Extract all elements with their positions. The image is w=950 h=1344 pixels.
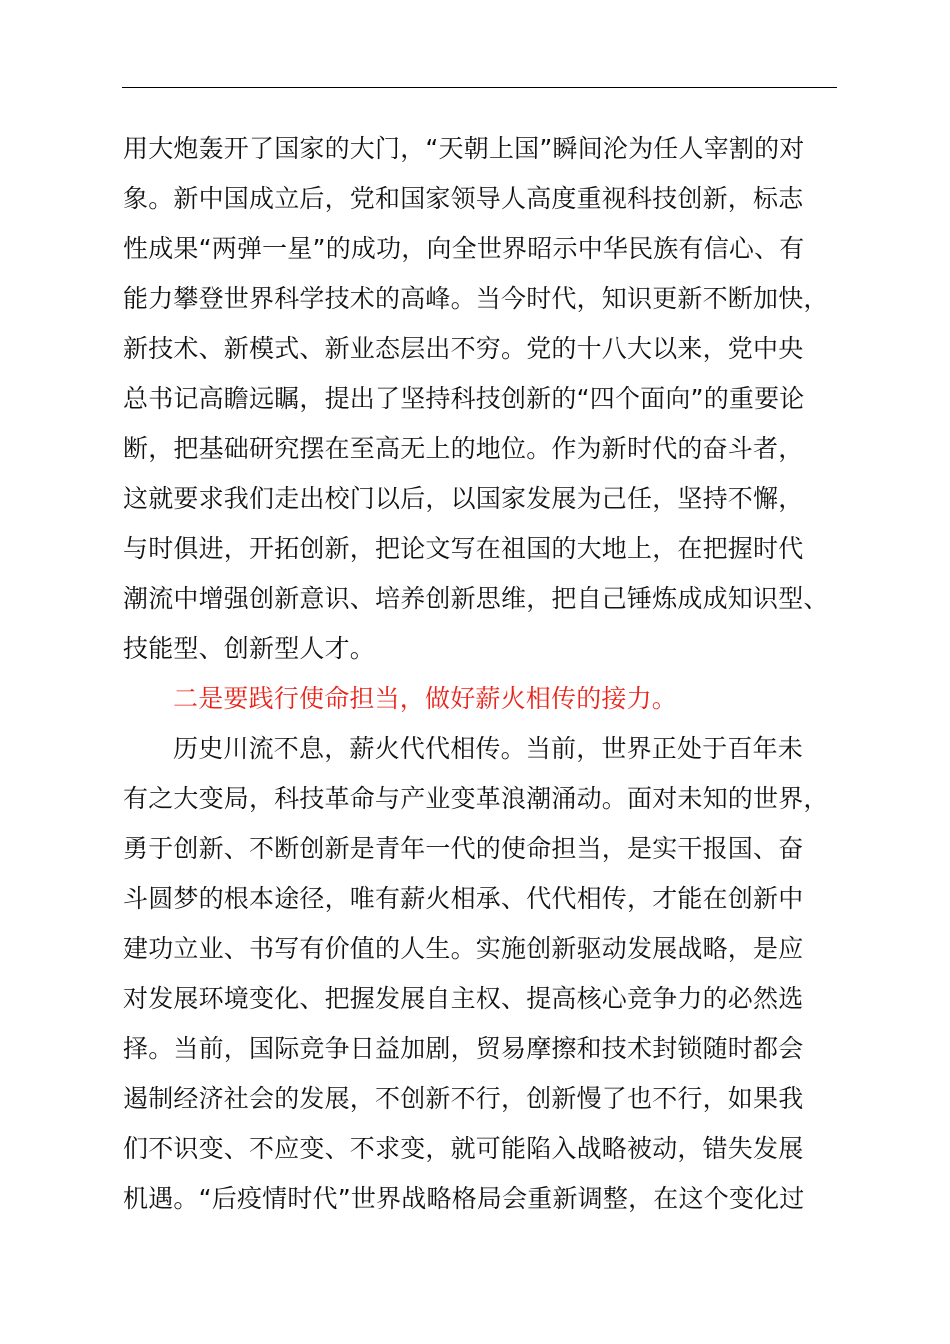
text-line: 用大炮轰开了国家的大门，“天朝上国”瞬间沦为任人宰割的对 <box>123 134 805 163</box>
text-line: 斗圆梦的根本途径，唯有薪火相承、代代相传，才能在创新中 <box>123 884 804 913</box>
text-line: 技能型、创新型人才。 <box>123 634 376 663</box>
text-line: 们不识变、不应变、不求变，就可能陷入战略被动，错失发展 <box>123 1134 804 1163</box>
text-line: 断，把基础研究摆在至高无上的地位。作为新时代的奋斗者， <box>123 434 804 463</box>
text-line: 能力攀登世界科学技术的高峰。当今时代，知识更新不断加快， <box>123 284 829 313</box>
section-heading: 二是要践行使命担当，做好薪火相传的接力。 <box>173 684 678 713</box>
paragraph-2 <box>123 724 863 1224</box>
text-line: 择。当前，国际竞争日益加剧，贸易摩擦和技术封锁随时都会 <box>123 1034 804 1063</box>
text-line: 勇于创新、不断创新是青年一代的使命担当，是实干报国、奋 <box>123 834 804 863</box>
paragraph-1 <box>123 124 863 674</box>
text-line: 潮流中增强创新意识、培养创新思维，把自己锤炼成成知识型、 <box>123 584 829 613</box>
text-line: 与时俱进，开拓创新，把论文写在祖国的大地上，在把握时代 <box>123 534 804 563</box>
text-line: 性成果“两弹一星”的成功，向全世界昭示中华民族有信心、有 <box>123 234 805 263</box>
document-body <box>123 124 863 1224</box>
header-rule <box>122 87 837 88</box>
text-line: 新技术、新模式、新业态层出不穷。党的十八大以来，党中央 <box>123 334 804 363</box>
text-line: 遏制经济社会的发展，不创新不行，创新慢了也不行，如果我 <box>123 1084 804 1113</box>
text-line: 对发展环境变化、把握发展自主权、提高核心竞争力的必然选 <box>123 984 804 1013</box>
text-line: 这就要求我们走出校门以后，以国家发展为己任，坚持不懈， <box>123 484 804 513</box>
text-line: 历史川流不息，薪火代代相传。当前，世界正处于百年未 <box>173 734 804 763</box>
text-line: 总书记高瞻远瞩，提出了坚持科技创新的“四个面向”的重要论 <box>123 384 805 413</box>
text-line: 象。新中国成立后，党和国家领导人高度重视科技创新，标志 <box>123 184 804 213</box>
text-line: 建功立业、书写有价值的人生。实施创新驱动发展战略，是应 <box>123 934 804 963</box>
text-line: 机遇。“后疫情时代”世界战略格局会重新调整，在这个变化过 <box>123 1184 805 1213</box>
text-line: 有之大变局，科技革命与产业变革浪潮涌动。面对未知的世界， <box>123 784 829 813</box>
